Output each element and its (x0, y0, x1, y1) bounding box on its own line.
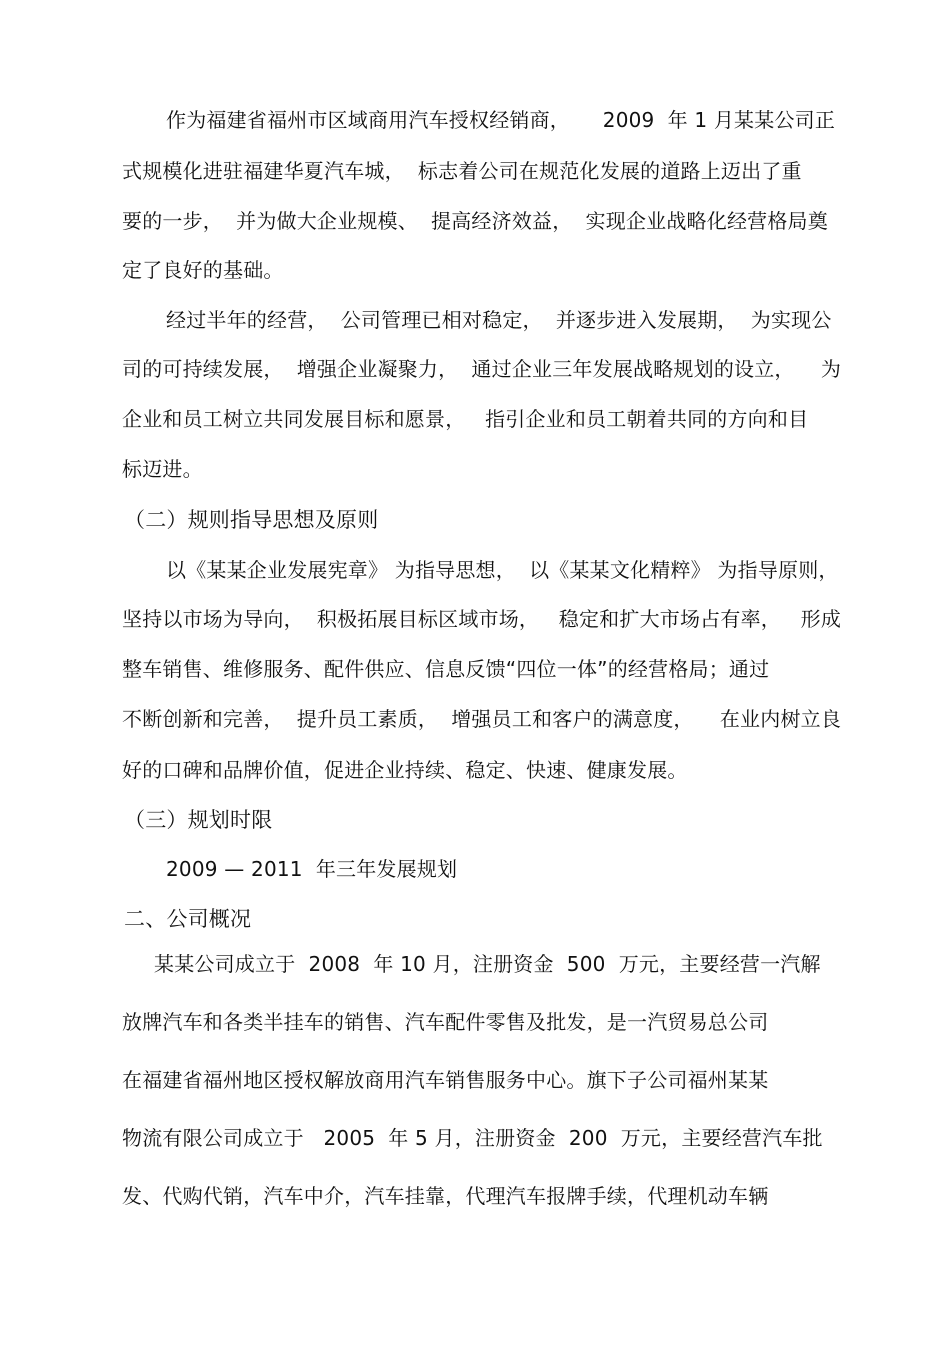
paragraph2-line: 标迈进。 (122, 457, 203, 481)
section-heading-planning-period: （三）规划时限 (124, 808, 273, 832)
paragraph1-line: 作为福建省福州市区域商用汽车授权经销商， 2009 年 1 月某某公司正 (166, 108, 836, 132)
paragraph4-line: 发、代购代销，汽车中介，汽车挂靠，代理汽车报牌手续，代理机动车辆 (122, 1184, 769, 1208)
paragraph2-line: 企业和员工树立共同发展目标和愿景， 指引企业和员工朝着共同的方向和目 (122, 407, 809, 431)
paragraph2-line: 经过半年的经营， 公司管理已相对稳定， 并逐步进入发展期， 为实现公 (166, 308, 832, 332)
paragraph1-line: 要的一步， 并为做大企业规模、 提高经济效益， 实现企业战略化经营格局奠 (122, 209, 828, 233)
paragraph2-line: 司的可持续发展， 增强企业凝聚力， 通过企业三年发展战略规划的设立， 为 (122, 357, 842, 381)
planning-period-text: 2009 — 2011 年三年发展规划 (166, 857, 458, 881)
paragraph3-line: 以《某某企业发展宪章》 为指导思想， 以《某某文化精粹》 为指导原则， (166, 558, 839, 582)
section-title-company-overview: 二、公司概况 (124, 907, 252, 931)
paragraph1-line: 定了良好的基础。 (122, 258, 284, 282)
paragraph4-line: 物流有限公司成立于 2005 年 5 月，注册资金 200 万元，主要经营汽车批 (122, 1126, 823, 1150)
section-heading-guiding-principles: （二）规则指导思想及原则 (124, 508, 379, 532)
paragraph4-line: 放牌汽车和各类半挂车的销售、汽车配件零售及批发，是一汽贸易总公司 (122, 1010, 769, 1034)
paragraph3-line: 整车销售、维修服务、配件供应、信息反馈“四位一体”的经营格局；通过 (122, 657, 770, 681)
paragraph3-line: 坚持以市场为导向， 积极拓展目标区域市场， 稳定和扩大市场占有率， 形成 (122, 607, 842, 631)
paragraph4-line: 某某公司成立于 2008 年 10 月，注册资金 500 万元，主要经营一汽解 (154, 952, 821, 976)
paragraph4-line: 在福建省福州地区授权解放商用汽车销售服务中心。旗下子公司福州某某 (122, 1068, 769, 1092)
paragraph1-line: 式规模化进驻福建华夏汽车城， 标志着公司在规范化发展的道路上迈出了重 (122, 159, 802, 183)
paragraph3-line: 不断创新和完善， 提升员工素质， 增强员工和客户的满意度， 在业内树立良 (122, 707, 842, 731)
paragraph3-line: 好的口碑和品牌价值，促进企业持续、稳定、快速、健康发展。 (122, 758, 688, 782)
